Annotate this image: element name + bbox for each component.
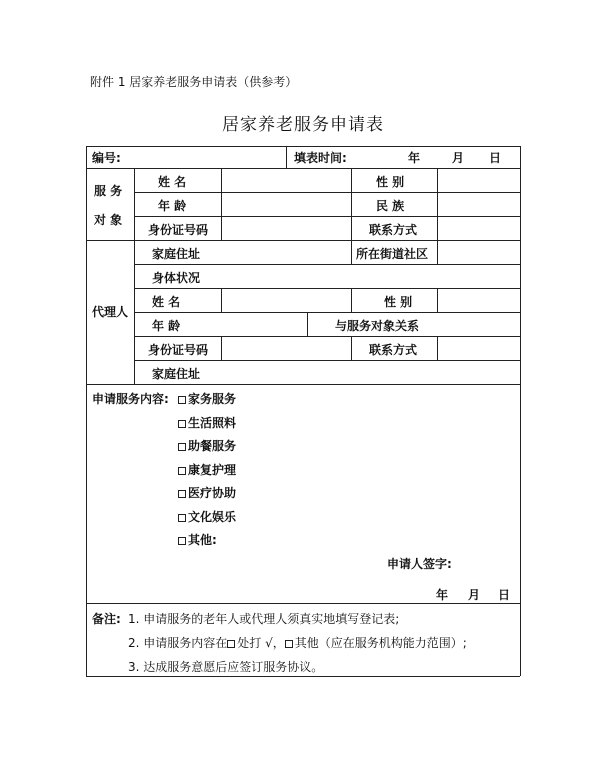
notes-label: 备注: bbox=[92, 612, 121, 626]
checkbox-icon bbox=[285, 640, 293, 648]
checkbox-icon bbox=[178, 420, 186, 428]
agent-relation-label: 与服务对象关系 bbox=[335, 319, 420, 333]
checkbox-icon bbox=[178, 514, 186, 522]
table-line bbox=[351, 288, 352, 312]
service-option-rehab[interactable]: 康复护理 bbox=[178, 463, 236, 477]
checkbox-icon bbox=[178, 396, 186, 404]
service-option-housework[interactable]: 家务服务 bbox=[178, 392, 236, 406]
fill-day-label: 日 bbox=[489, 151, 502, 165]
fill-year-label: 年 bbox=[408, 151, 421, 165]
table-line bbox=[520, 146, 521, 676]
checkbox-icon bbox=[178, 467, 186, 475]
agent-gender-label: 性 别 bbox=[384, 295, 413, 309]
table-line bbox=[307, 312, 308, 336]
agent-id-label: 身份证号码 bbox=[148, 343, 209, 357]
note-item-3: 3. 达成服务意愿后应签订服务协议。 bbox=[128, 660, 324, 674]
service-option-other[interactable]: 其他: bbox=[178, 533, 217, 547]
application-form-table bbox=[86, 146, 520, 676]
fill-month-label: 月 bbox=[452, 151, 465, 165]
service-option-medical[interactable]: 医疗协助 bbox=[178, 486, 236, 500]
attachment-label: 附件 1 居家养老服务申请表（供参考） bbox=[90, 75, 298, 89]
agent-name-label: 姓 名 bbox=[152, 295, 181, 309]
target-ethnicity-label: 民 族 bbox=[376, 199, 405, 213]
service-option-daily-care[interactable]: 生活照料 bbox=[178, 416, 236, 430]
note-item-1: 1. 申请服务的老年人或代理人须真实地填写登记表; bbox=[128, 612, 400, 626]
checkbox-icon bbox=[178, 537, 186, 545]
sign-month-label: 月 bbox=[468, 588, 481, 602]
target-address-label: 家庭住址 bbox=[152, 247, 201, 261]
table-line bbox=[221, 168, 222, 240]
table-line bbox=[134, 264, 520, 265]
table-line bbox=[437, 288, 438, 312]
table-line bbox=[86, 168, 520, 169]
table-line bbox=[437, 168, 438, 264]
service-target-section-label: 对 象 bbox=[94, 213, 123, 227]
target-gender-label: 性 别 bbox=[376, 175, 405, 189]
target-id-label: 身份证号码 bbox=[148, 223, 209, 237]
table-line bbox=[134, 312, 520, 313]
agent-age-label: 年 龄 bbox=[152, 319, 181, 333]
table-line bbox=[221, 336, 222, 360]
target-age-label: 年 龄 bbox=[158, 199, 187, 213]
table-line bbox=[86, 676, 520, 677]
service-target-section-label: 服 务 bbox=[94, 184, 123, 198]
table-line bbox=[86, 240, 520, 241]
agent-section-label: 代理人 bbox=[92, 305, 129, 319]
checkbox-icon bbox=[227, 640, 235, 648]
table-line bbox=[134, 336, 520, 337]
table-line bbox=[86, 603, 520, 604]
table-line bbox=[134, 192, 520, 193]
table-line bbox=[86, 146, 520, 147]
target-name-label: 姓 名 bbox=[158, 175, 187, 189]
table-line bbox=[86, 384, 520, 385]
table-line bbox=[134, 288, 520, 289]
service-option-meal[interactable]: 助餐服务 bbox=[178, 439, 236, 453]
agent-contact-label: 联系方式 bbox=[369, 343, 418, 357]
table-line bbox=[437, 336, 438, 360]
table-line bbox=[351, 336, 352, 360]
service-option-culture[interactable]: 文化娱乐 bbox=[178, 510, 236, 524]
checkbox-icon bbox=[178, 443, 186, 451]
sign-year-label: 年 bbox=[436, 588, 449, 602]
target-community-label: 所在街道社区 bbox=[356, 247, 429, 261]
target-contact-label: 联系方式 bbox=[369, 223, 418, 237]
agent-address-label: 家庭住址 bbox=[152, 367, 201, 381]
table-line bbox=[221, 288, 222, 312]
table-line bbox=[286, 146, 287, 168]
table-line bbox=[134, 168, 135, 384]
note-item-2: 2. 申请服务内容在 处打 √， 其他（应在服务机构能力范围）; bbox=[128, 636, 467, 650]
table-line bbox=[86, 146, 87, 676]
fill-time-label: 填表时间: bbox=[294, 151, 347, 165]
sign-day-label: 日 bbox=[498, 588, 511, 602]
table-line bbox=[351, 168, 352, 264]
checkbox-icon bbox=[178, 490, 186, 498]
form-number-label: 编号: bbox=[92, 151, 121, 165]
target-health-label: 身体状况 bbox=[152, 271, 201, 285]
table-line bbox=[134, 216, 520, 217]
service-content-label: 申请服务内容: bbox=[92, 392, 169, 406]
form-title: 居家养老服务申请表 bbox=[222, 115, 384, 135]
table-line bbox=[134, 360, 520, 361]
applicant-signature-label: 申请人签字: bbox=[387, 557, 452, 571]
